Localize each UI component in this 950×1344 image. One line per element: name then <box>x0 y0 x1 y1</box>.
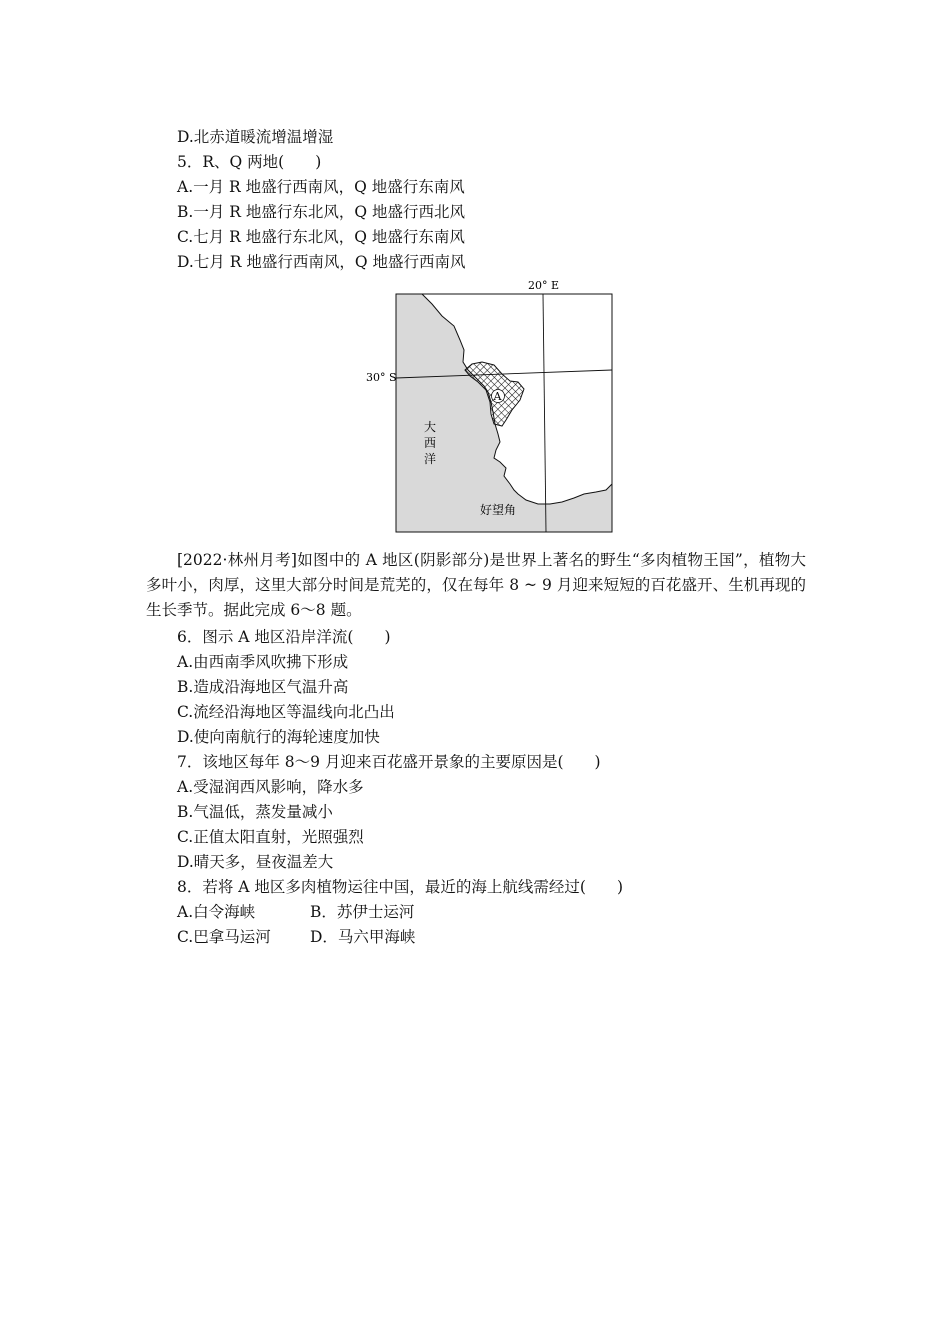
intro-paragraph: [2022·林州月考]如图中的 A 地区(阴影部分)是世界上著名的野生“多肉植物王国”，植物大多叶小，肉厚，这里大部分时间是荒芜的，仅在每年 8 ~ 9 月迎来短短的百花盛开、生机再现的生长季节。据此完成 6～8 题。 <box>146 551 806 619</box>
q7-option-c: C.正值太阳直射，光照强烈 <box>177 828 364 846</box>
q7-option-b: B.气温低，蒸发量减小 <box>177 803 333 821</box>
cape-label: 好望角 <box>480 503 517 517</box>
q4-option-d: D.北赤道暖流增温增湿 <box>177 128 334 146</box>
q8-option-d: D．马六甲海峡 <box>310 928 416 946</box>
q5-stem: 5．R、Q 两地( ) <box>177 153 322 171</box>
q8-option-b: B．苏伊士运河 <box>310 903 415 921</box>
q7-stem: 7．该地区每年 8～9 月迎来百花盛开景象的主要原因是( ) <box>177 753 601 771</box>
q6-option-d: D.使向南航行的海轮速度加快 <box>177 728 380 746</box>
ocean-label-3: 洋 <box>424 452 437 466</box>
ocean-label-2: 西 <box>424 436 437 450</box>
south-africa-map <box>360 278 620 538</box>
q6-option-c: C.流经沿海地区等温线向北凸出 <box>177 703 395 721</box>
q5-option-c: C.七月 R 地盛行东北风，Q 地盛行东南风 <box>177 228 465 246</box>
q6-stem: 6．图示 A 地区沿岸洋流( ) <box>177 628 391 646</box>
q7-option-d: D.晴天多，昼夜温差大 <box>177 853 334 871</box>
q8-options-row-2 <box>177 927 416 947</box>
q8-option-c: C.巴拿马运河 <box>177 928 271 946</box>
q5-option-a: A.一月 R 地盛行西南风，Q 地盛行东南风 <box>177 178 465 196</box>
q8-option-a: A.白令海峡 <box>177 903 256 921</box>
lon-label: 20° E <box>528 279 560 292</box>
q5-option-b: B.一月 R 地盛行东北风，Q 地盛行西北风 <box>177 203 465 221</box>
ocean-label-1: 大 <box>424 420 437 434</box>
q6-option-a: A.由西南季风吹拂下形成 <box>177 653 349 671</box>
q7-option-a: A.受湿润西风影响，降水多 <box>177 778 364 796</box>
q8-options-row-1 <box>177 902 415 922</box>
q8-stem: 8．若将 A 地区多肉植物运往中国，最近的海上航线需经过( ) <box>177 878 624 896</box>
q6-option-b: B.造成沿海地区气温升高 <box>177 678 349 696</box>
region-a-label: A <box>493 390 502 403</box>
q5-option-d: D.七月 R 地盛行西南风，Q 地盛行西南风 <box>177 253 466 271</box>
lat-label: 30° S <box>366 371 397 384</box>
